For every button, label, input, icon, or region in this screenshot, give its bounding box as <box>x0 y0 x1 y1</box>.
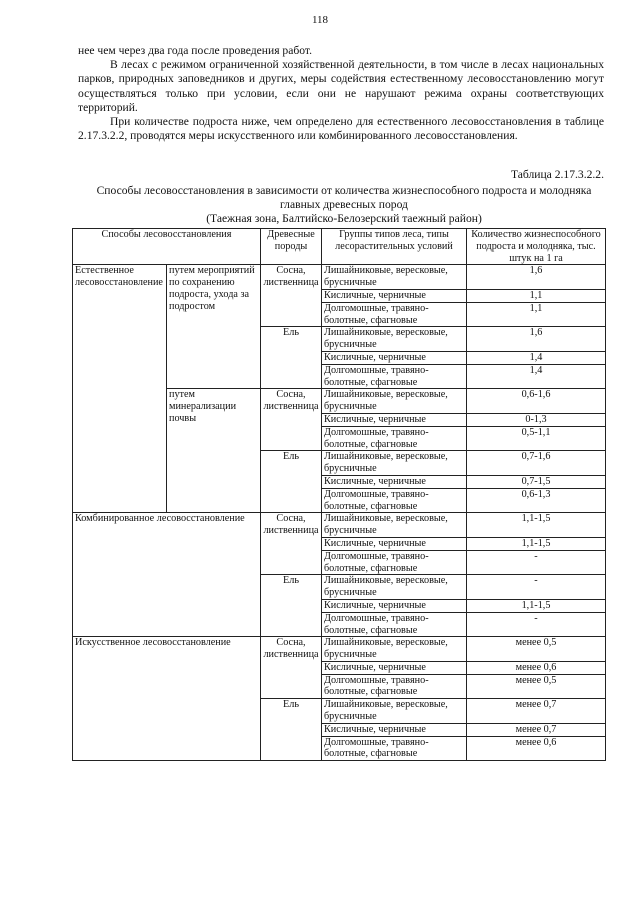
paragraph-2: В лесах с режимом ограниченной хозяйственной деятельности, в том числе в лесах национальных парков, природных заповедников и других, меры содействия естественному лесовосстановлению могут осуществляться только при условии, если они не нарушают режима охраны соответствующих территорий. <box>78 58 604 114</box>
value-cell: 0,7-1,6 <box>467 451 606 476</box>
species-pine: Сосна, лиственница <box>261 389 322 451</box>
table-row <box>73 265 606 290</box>
caption-region: (Таежная зона, Балтийско-Белозерский таежный район) <box>206 212 482 226</box>
group-cell: Лишайниковые, вересковые, брусничные <box>322 265 467 290</box>
group-cell: Кисличные, черничные <box>322 413 467 426</box>
value-cell: 1,6 <box>467 265 606 290</box>
paragraph-1: нее чем через два года после проведения работ. <box>78 44 313 57</box>
header-quantity: Количество жизнеспособного подроста и молодняка, тыс. штук на 1 га <box>467 229 606 265</box>
species-spruce: Ель <box>261 575 322 637</box>
caption-title: Способы лесовосстановления в зависимости от количества жизнеспособного подроста и молодняка главных древесных пород <box>96 184 592 212</box>
species-spruce: Ель <box>261 451 322 513</box>
value-cell: - <box>467 550 606 575</box>
reforestation-table <box>72 228 606 761</box>
header-groups: Группы типов леса, типы лесорастительных условий <box>322 229 467 265</box>
table-caption <box>84 184 604 227</box>
group-cell: Долгомошные, травяно-болотные, сфагновые <box>322 612 467 637</box>
value-cell: менее 0,6 <box>467 736 606 761</box>
group-cell: Долгомошные, травяно-болотные, сфагновые <box>322 302 467 327</box>
value-cell: менее 0,7 <box>467 699 606 724</box>
method-combined: Комбинированное лесовосстановление <box>73 513 261 637</box>
method-artificial: Искусственное лесовосстановление <box>73 637 261 761</box>
group-cell: Лишайниковые, вересковые, брусничные <box>322 699 467 724</box>
group-cell: Лишайниковые, вересковые, брусничные <box>322 513 467 538</box>
group-cell: Лишайниковые, вересковые, брусничные <box>322 451 467 476</box>
submethod-mineral: путем минерализации почвы <box>167 389 261 513</box>
value-cell: 1,1-1,5 <box>467 537 606 550</box>
group-cell: Долгомошные, травяно-болотные, сфагновые <box>322 674 467 699</box>
value-cell: 0,6-1,3 <box>467 488 606 513</box>
value-cell: менее 0,5 <box>467 637 606 662</box>
group-cell: Кисличные, черничные <box>322 599 467 612</box>
group-cell: Лишайниковые, вересковые, брусничные <box>322 327 467 352</box>
group-cell: Долгомошные, травяно-болотные, сфагновые <box>322 736 467 761</box>
page-number: 118 <box>311 14 329 26</box>
species-spruce: Ель <box>261 327 322 389</box>
value-cell: 1,1-1,5 <box>467 599 606 612</box>
method-natural: Естественное лесовосстановление <box>73 265 167 513</box>
group-cell: Долгомошные, травяно-болотные, сфагновые <box>322 488 467 513</box>
body-text <box>78 44 604 143</box>
value-cell: 1,1 <box>467 302 606 327</box>
table-row <box>73 637 606 662</box>
group-cell: Лишайниковые, вересковые, брусничные <box>322 389 467 414</box>
value-cell: 0,5-1,1 <box>467 426 606 451</box>
value-cell: 1,4 <box>467 351 606 364</box>
value-cell: 1,1-1,5 <box>467 513 606 538</box>
value-cell: 1,4 <box>467 364 606 389</box>
species-pine: Сосна, лиственница <box>261 637 322 699</box>
header-species: Древесные породы <box>261 229 322 265</box>
value-cell: 0,6-1,6 <box>467 389 606 414</box>
group-cell: Кисличные, черничные <box>322 475 467 488</box>
group-cell: Кисличные, черничные <box>322 537 467 550</box>
group-cell: Долгомошные, травяно-болотные, сфагновые <box>322 426 467 451</box>
value-cell: 1,6 <box>467 327 606 352</box>
species-pine: Сосна, лиственница <box>261 265 322 327</box>
species-spruce: Ель <box>261 699 322 761</box>
group-cell: Кисличные, черничные <box>322 289 467 302</box>
table-row <box>73 513 606 538</box>
group-cell: Долгомошные, травяно-болотные, сфагновые <box>322 550 467 575</box>
table-label: Таблица 2.17.3.2.2. <box>510 168 604 181</box>
group-cell: Лишайниковые, вересковые, брусничные <box>322 575 467 600</box>
header-methods: Способы лесовосстановления <box>73 229 261 265</box>
value-cell: менее 0,7 <box>467 723 606 736</box>
group-cell: Кисличные, черничные <box>322 723 467 736</box>
group-cell: Кисличные, черничные <box>322 351 467 364</box>
value-cell: 0,7-1,5 <box>467 475 606 488</box>
submethod-assist: путем мероприятий по сохранению подроста, ухода за подростом <box>167 265 261 389</box>
value-cell: менее 0,5 <box>467 674 606 699</box>
table-header-row <box>73 229 606 265</box>
group-cell: Кисличные, черничные <box>322 661 467 674</box>
group-cell: Лишайниковые, вересковые, брусничные <box>322 637 467 662</box>
value-cell: 1,1 <box>467 289 606 302</box>
paragraph-3: При количестве подроста ниже, чем определено для естественного лесовосстановления в таблице 2.17.3.2.2, проводятся меры искусственного или комбинированного лесовосстановления. <box>78 115 604 143</box>
value-cell: 0-1,3 <box>467 413 606 426</box>
value-cell: - <box>467 575 606 600</box>
value-cell: - <box>467 612 606 637</box>
value-cell: менее 0,6 <box>467 661 606 674</box>
species-pine: Сосна, лиственница <box>261 513 322 575</box>
group-cell: Долгомошные, травяно-болотные, сфагновые <box>322 364 467 389</box>
